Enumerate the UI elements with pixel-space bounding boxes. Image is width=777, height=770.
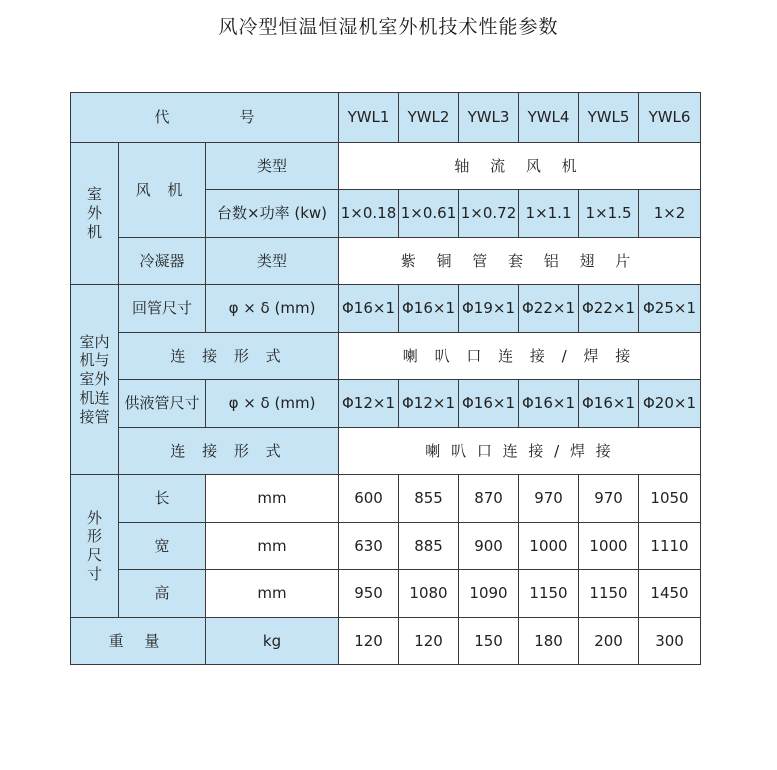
dimension-value: 900 <box>459 523 519 570</box>
outdoor-group-label <box>71 143 119 285</box>
dimension-value: 885 <box>399 523 459 570</box>
dimension-value: 1050 <box>639 475 701 523</box>
liquid-pipe-label: 供液管尺寸 <box>119 380 206 428</box>
liquid-pipe-value: Φ16×1 <box>519 380 579 428</box>
condenser-row <box>71 238 701 285</box>
dimension-unit: mm <box>206 523 339 570</box>
dimensions-group-char: 尺 <box>86 546 102 564</box>
spec-table <box>70 92 701 665</box>
weight-value: 120 <box>339 618 399 665</box>
dimension-value: 1080 <box>399 570 459 618</box>
liquid-pipe-value: Φ16×1 <box>459 380 519 428</box>
fan-type-label: 类型 <box>206 143 339 190</box>
fan-type-row <box>71 143 701 190</box>
model-header: YWL1 <box>339 93 399 143</box>
return-conn-value: 喇 叭 口 连 接 / 焊 接 <box>339 333 701 380</box>
dimension-value: 970 <box>579 475 639 523</box>
dimension-value: 855 <box>399 475 459 523</box>
outdoor-group-char: 外 <box>86 204 102 223</box>
return-conn-row <box>71 333 701 380</box>
fan-power-value: 1×0.18 <box>339 190 399 238</box>
return-pipe-value: Φ25×1 <box>639 285 701 333</box>
liquid-conn-value: 喇 叭 口 连 接 / 焊 接 <box>339 428 701 475</box>
dimension-row-height <box>71 570 701 618</box>
model-header: YWL3 <box>459 93 519 143</box>
model-header: YWL4 <box>519 93 579 143</box>
liquid-conn-row <box>71 428 701 475</box>
dimension-label: 长 <box>119 475 206 523</box>
fan-power-value: 1×2 <box>639 190 701 238</box>
model-header: YWL2 <box>399 93 459 143</box>
liquid-pipe-value: Φ16×1 <box>579 380 639 428</box>
dimension-value: 970 <box>519 475 579 523</box>
return-conn-label: 连 接 形 式 <box>119 333 339 380</box>
dimension-value: 600 <box>339 475 399 523</box>
code-header-b: 号 <box>239 108 255 127</box>
dimension-value: 1110 <box>639 523 701 570</box>
return-pipe-value: Φ16×1 <box>339 285 399 333</box>
weight-value: 200 <box>579 618 639 665</box>
liquid-pipe-value: Φ12×1 <box>339 380 399 428</box>
return-pipe-value: Φ19×1 <box>459 285 519 333</box>
weight-unit: kg <box>206 618 339 665</box>
dimension-row-length <box>71 475 701 523</box>
dimensions-group-char: 形 <box>86 527 102 546</box>
return-pipe-unit: φ × δ (mm) <box>206 285 339 333</box>
weight-value: 300 <box>639 618 701 665</box>
liquid-pipe-value: Φ20×1 <box>639 380 701 428</box>
dimension-label: 宽 <box>119 523 206 570</box>
return-pipe-value: Φ22×1 <box>579 285 639 333</box>
condenser-label: 冷凝器 <box>119 238 206 285</box>
connection-group-line: 室外 <box>79 370 110 389</box>
connection-group-line: 机连 <box>79 388 110 407</box>
weight-label: 重 量 <box>71 618 206 665</box>
model-header: YWL6 <box>639 93 701 143</box>
condenser-type-label: 类型 <box>206 238 339 285</box>
weight-value: 120 <box>399 618 459 665</box>
return-pipe-label: 回管尺寸 <box>119 285 206 333</box>
fan-power-value: 1×0.72 <box>459 190 519 238</box>
weight-value: 150 <box>459 618 519 665</box>
connection-group-label <box>71 285 119 475</box>
dimension-value: 1150 <box>579 570 639 618</box>
dimension-value: 1150 <box>519 570 579 618</box>
model-header: YWL5 <box>579 93 639 143</box>
fan-label: 风 机 <box>119 143 206 238</box>
page-title: 风冷型恒温恒湿机室外机技术性能参数 <box>218 16 559 38</box>
outdoor-group-char: 机 <box>86 222 102 241</box>
connection-group-line: 室内 <box>79 332 110 351</box>
return-pipe-row <box>71 285 701 333</box>
dimension-label: 高 <box>119 570 206 618</box>
condenser-type-value: 紫 铜 管 套 铝 翅 片 <box>339 238 701 285</box>
liquid-pipe-unit: φ × δ (mm) <box>206 380 339 428</box>
dimensions-group-label <box>71 475 119 618</box>
dimension-unit: mm <box>206 570 339 618</box>
dimensions-group-char: 外 <box>86 508 102 527</box>
dimension-value: 630 <box>339 523 399 570</box>
liquid-pipe-value: Φ12×1 <box>399 380 459 428</box>
dimension-value: 1000 <box>519 523 579 570</box>
fan-power-value: 1×0.61 <box>399 190 459 238</box>
code-header-a: 代 <box>154 108 170 127</box>
dimension-value: 870 <box>459 475 519 523</box>
dimensions-group-char: 寸 <box>86 564 102 583</box>
weight-row <box>71 618 701 665</box>
connection-group-line: 机与 <box>79 351 110 370</box>
fan-power-value: 1×1.5 <box>579 190 639 238</box>
header-row <box>71 93 701 143</box>
fan-type-value: 轴 流 风 机 <box>339 143 701 190</box>
connection-group-line: 接管 <box>79 407 110 426</box>
fan-power-value: 1×1.1 <box>519 190 579 238</box>
liquid-pipe-row <box>71 380 701 428</box>
weight-value: 180 <box>519 618 579 665</box>
code-header <box>71 93 339 143</box>
return-pipe-value: Φ22×1 <box>519 285 579 333</box>
fan-power-label: 台数×功率 (kw) <box>206 190 339 238</box>
return-pipe-value: Φ16×1 <box>399 285 459 333</box>
dimension-unit: mm <box>206 475 339 523</box>
dimension-value: 1000 <box>579 523 639 570</box>
dimension-value: 1090 <box>459 570 519 618</box>
liquid-conn-label: 连 接 形 式 <box>119 428 339 475</box>
outdoor-group-char: 室 <box>86 185 102 204</box>
dimension-value: 950 <box>339 570 399 618</box>
dimension-row-width <box>71 523 701 570</box>
dimension-value: 1450 <box>639 570 701 618</box>
